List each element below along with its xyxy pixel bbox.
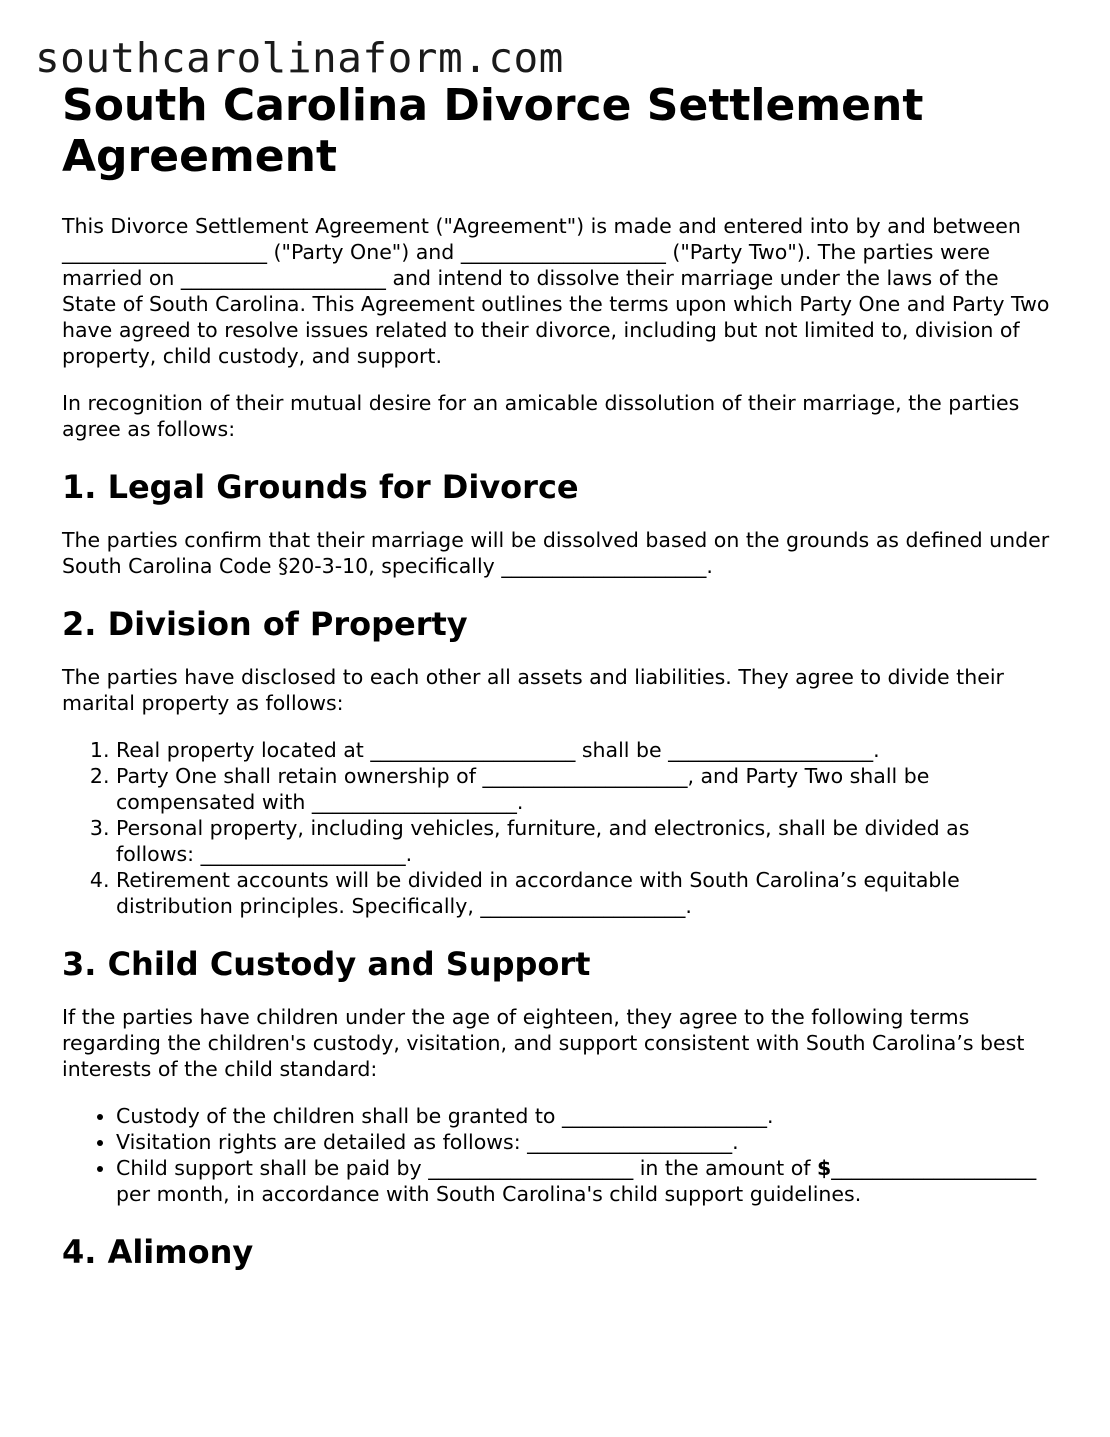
visitation-blank: ____________________ bbox=[527, 1130, 733, 1154]
payer-blank: ____________________ bbox=[428, 1156, 634, 1180]
site-watermark: southcarolinaform.com bbox=[35, 34, 564, 82]
property-disposition-blank: ____________________ bbox=[668, 738, 874, 762]
custody-item: • Custody of the children shall be granted to ____________________. bbox=[116, 1103, 1052, 1129]
marriage-date-blank: ____________________ bbox=[180, 266, 386, 290]
section-2-paragraph: The parties have disclosed to each other all assets and liabilities. They agree to divide their marital property as follows: bbox=[62, 665, 1004, 715]
property-item-real-property: 1. Real property located at ____________________ shall be ____________________. bbox=[116, 737, 1052, 763]
ownership-blank: ____________________ bbox=[482, 764, 688, 788]
party-two-blank: ____________________ bbox=[460, 240, 666, 264]
dollar-sign: $ bbox=[816, 1156, 832, 1180]
document-body bbox=[62, 80, 1052, 1271]
compensation-blank: ____________________ bbox=[311, 790, 517, 814]
section-1-heading: 1. Legal Grounds for Divorce bbox=[62, 468, 579, 506]
property-location-blank: ____________________ bbox=[370, 738, 576, 762]
amount-blank: ____________________ bbox=[831, 1156, 1037, 1180]
section-3-paragraph: If the parties have children under the age of eighteen, they agree to the following terms regarding the children's custody, visitation, and support consistent with South Carolina’s best interests of the child standard: bbox=[62, 1005, 1025, 1081]
section-4-heading: 4. Alimony bbox=[62, 1233, 254, 1271]
document-title: South Carolina Divorce Settlement Agreement bbox=[62, 80, 924, 182]
section-1-paragraph: The parties confirm that their marriage will be dissolved based on the grounds as defined under South Carolina Code §20-3-10, specifically ____________________. bbox=[62, 528, 1050, 578]
child-support-item: • Child support shall be paid by ____________________ in the amount of $____________________ per month, in accordance with South Carolina's child support guidelines. bbox=[116, 1155, 1052, 1207]
grounds-blank: ____________________ bbox=[501, 554, 707, 578]
personal-property-blank: ____________________ bbox=[200, 842, 406, 866]
visitation-item: • Visitation rights are detailed as follows: ____________________. bbox=[116, 1129, 1052, 1155]
property-item-ownership: 2. Party One shall retain ownership of ____________________, and Party Two shall be compensated with ____________________. bbox=[116, 763, 1052, 815]
property-item-retirement: 4. Retirement accounts will be divided in accordance with South Carolina’s equitable distribution principles. Specifically, ____________________. bbox=[116, 867, 1052, 919]
recognition-paragraph: In recognition of their mutual desire for an amicable dissolution of their marriage, the parties agree as follows: bbox=[62, 391, 1020, 441]
property-item-personal: 3. Personal property, including vehicles, furniture, and electronics, shall be divided as follows: ____________________. bbox=[116, 815, 1052, 867]
section-3-heading: 3. Child Custody and Support bbox=[62, 945, 591, 983]
intro-paragraph: This Divorce Settlement Agreement ("Agreement") is made and entered into by and between ____________________ ("Party One") and ____________________ ("Party Two"). The parties were married on ____________________ and intend to dissolve their marriage under the laws of the State of South Carolina. This Agreement outlines the terms upon which Party One and Party Two have agreed to resolve issues related to their divorce, including but not limited to, division of property, child custody, and support. bbox=[62, 214, 1050, 368]
custody-list bbox=[62, 1103, 1052, 1207]
custody-blank: ____________________ bbox=[562, 1104, 767, 1128]
property-list bbox=[62, 737, 1052, 919]
party-one-blank: ____________________ bbox=[62, 240, 267, 264]
retirement-blank: ____________________ bbox=[480, 894, 686, 918]
section-2-heading: 2. Division of Property bbox=[62, 605, 468, 643]
